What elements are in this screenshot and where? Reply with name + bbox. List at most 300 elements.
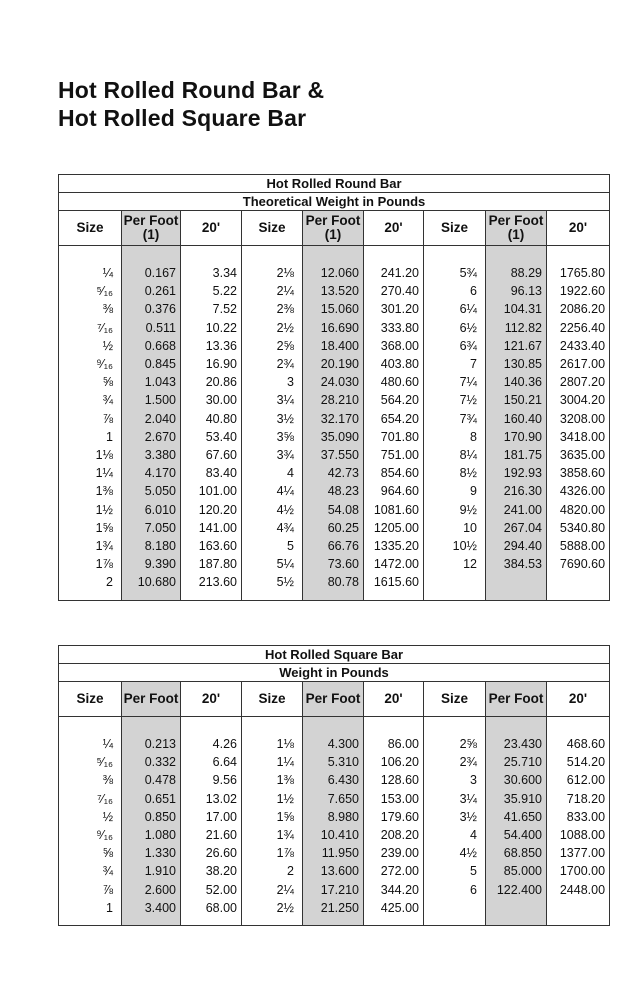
per-foot-cell: 0.478 (122, 771, 181, 789)
per-foot-cell: 20.190 (303, 355, 364, 373)
per-foot-cell: 41.650 (486, 808, 547, 826)
spacer-cell (424, 717, 486, 736)
column-header-per-foot: Per Foot (122, 682, 181, 717)
per-foot-cell: 1.080 (122, 826, 181, 844)
twenty-ft-cell: 26.60 (181, 844, 242, 862)
spacer-row (59, 717, 610, 736)
size-cell: 1 (59, 899, 122, 917)
size-cell: 4¼ (242, 482, 303, 500)
size-cell: 7¼ (424, 373, 486, 391)
per-foot-cell: 140.36 (486, 373, 547, 391)
twenty-ft-cell: 344.20 (364, 881, 424, 899)
size-cell: 8 (424, 428, 486, 446)
twenty-ft-cell: 272.00 (364, 862, 424, 880)
spacer-cell (59, 246, 122, 265)
twenty-ft-cell: 52.00 (181, 881, 242, 899)
size-cell: 3½ (424, 808, 486, 826)
spacer-cell (547, 717, 610, 736)
per-foot-cell: 4.170 (122, 464, 181, 482)
table-row (59, 446, 610, 464)
size-cell: 1 (59, 428, 122, 446)
twenty-ft-cell: 239.00 (364, 844, 424, 862)
column-header-twenty-ft: 20' (364, 682, 424, 717)
per-foot-cell: 130.85 (486, 355, 547, 373)
size-cell: 1⅜ (59, 482, 122, 500)
twenty-ft-cell: 854.60 (364, 464, 424, 482)
table-row (59, 790, 610, 808)
spacer-cell (59, 717, 122, 736)
spacer-cell (486, 717, 547, 736)
per-foot-cell: 3.400 (122, 899, 181, 917)
per-foot-cell: 18.400 (303, 337, 364, 355)
twenty-ft-cell: 53.40 (181, 428, 242, 446)
size-cell: ⁵⁄₁₆ (59, 282, 122, 300)
spacer-cell (242, 917, 303, 926)
twenty-ft-cell: 4326.00 (547, 482, 610, 500)
twenty-ft-cell: 187.80 (181, 555, 242, 573)
size-cell: 1⅝ (59, 519, 122, 537)
twenty-ft-cell: 4820.00 (547, 501, 610, 519)
size-cell: ⅝ (59, 844, 122, 862)
size-cell: 2 (59, 573, 122, 591)
per-foot-cell: 104.31 (486, 300, 547, 318)
twenty-ft-cell: 38.20 (181, 862, 242, 880)
twenty-ft-cell: 480.60 (364, 373, 424, 391)
table-row (59, 771, 610, 789)
spacer-cell (122, 717, 181, 736)
per-foot-cell: 28.210 (303, 391, 364, 409)
twenty-ft-cell: 30.00 (181, 391, 242, 409)
size-cell: 5 (242, 537, 303, 555)
size-cell: 2⅝ (424, 735, 486, 753)
spacer-cell (122, 917, 181, 926)
per-foot-cell: 23.430 (486, 735, 547, 753)
table-row (59, 410, 610, 428)
twenty-ft-cell: 13.02 (181, 790, 242, 808)
per-foot-cell: 8.180 (122, 537, 181, 555)
size-cell: 2 (242, 862, 303, 880)
per-foot-cell: 2.670 (122, 428, 181, 446)
twenty-ft-cell: 2433.40 (547, 337, 610, 355)
per-foot-cell: 80.78 (303, 573, 364, 591)
twenty-ft-cell: 1700.00 (547, 862, 610, 880)
per-foot-cell: 16.690 (303, 319, 364, 337)
column-header-size: Size (59, 682, 122, 717)
size-cell: ¾ (59, 862, 122, 880)
spacer-cell (303, 917, 364, 926)
table-row (59, 319, 610, 337)
per-foot-cell: 1.910 (122, 862, 181, 880)
per-foot-cell: 42.73 (303, 464, 364, 482)
twenty-ft-cell: 128.60 (364, 771, 424, 789)
per-foot-cell: 0.167 (122, 264, 181, 282)
per-foot-cell: 24.030 (303, 373, 364, 391)
size-cell: ¾ (59, 391, 122, 409)
table-row (59, 555, 610, 573)
per-foot-cell: 13.600 (303, 862, 364, 880)
size-cell: 2¼ (242, 282, 303, 300)
per-foot-cell (486, 573, 547, 591)
per-foot-cell: 54.08 (303, 501, 364, 519)
size-cell: ⅜ (59, 300, 122, 318)
size-cell: 1⅜ (242, 771, 303, 789)
size-cell: 1⅝ (242, 808, 303, 826)
twenty-ft-cell: 3635.00 (547, 446, 610, 464)
spacer-cell (364, 592, 424, 601)
table-row (59, 844, 610, 862)
column-header-per-foot: Per Foot (303, 682, 364, 717)
spacer-cell (181, 717, 242, 736)
table-row (59, 355, 610, 373)
per-foot-cell: 60.25 (303, 519, 364, 537)
size-cell: ⁵⁄₁₆ (59, 753, 122, 771)
twenty-ft-cell: 1081.60 (364, 501, 424, 519)
size-cell: 9 (424, 482, 486, 500)
twenty-ft-cell: 1335.20 (364, 537, 424, 555)
size-cell: 1⅛ (59, 446, 122, 464)
size-cell: 2½ (242, 319, 303, 337)
twenty-ft-cell: 270.40 (364, 282, 424, 300)
size-cell: 2⅛ (242, 264, 303, 282)
per-foot-cell: 0.332 (122, 753, 181, 771)
size-cell: 10½ (424, 537, 486, 555)
twenty-ft-cell: 120.20 (181, 501, 242, 519)
column-header-size: Size (424, 682, 486, 717)
column-header-twenty-ft: 20' (364, 211, 424, 246)
spacer-cell (242, 246, 303, 265)
per-foot-cell: 13.520 (303, 282, 364, 300)
twenty-ft-cell: 833.00 (547, 808, 610, 826)
per-foot-cell: 0.651 (122, 790, 181, 808)
spacer-cell (181, 917, 242, 926)
per-foot-cell: 170.90 (486, 428, 547, 446)
twenty-ft-cell: 3004.20 (547, 391, 610, 409)
twenty-ft-cell: 86.00 (364, 735, 424, 753)
size-cell: 4¾ (242, 519, 303, 537)
per-foot-cell: 267.04 (486, 519, 547, 537)
size-cell: 8½ (424, 464, 486, 482)
spacer-cell (122, 592, 181, 601)
spacer-cell (547, 246, 610, 265)
size-cell: 10 (424, 519, 486, 537)
table-caption: Hot Rolled Square Bar (59, 646, 610, 664)
spacer-cell (486, 592, 547, 601)
size-cell: 12 (424, 555, 486, 573)
size-cell: 3½ (242, 410, 303, 428)
size-cell: 4½ (424, 844, 486, 862)
twenty-ft-cell: 1205.00 (364, 519, 424, 537)
twenty-ft-cell: 3858.60 (547, 464, 610, 482)
spacer-cell (424, 917, 486, 926)
size-cell: ½ (59, 337, 122, 355)
per-foot-cell: 68.850 (486, 844, 547, 862)
twenty-ft-cell: 4.26 (181, 735, 242, 753)
spacer-cell (59, 917, 122, 926)
size-cell: 1¾ (242, 826, 303, 844)
column-header-twenty-ft: 20' (547, 211, 610, 246)
twenty-ft-cell: 13.36 (181, 337, 242, 355)
twenty-ft-cell: 1088.00 (547, 826, 610, 844)
spacer-cell (242, 592, 303, 601)
per-foot-cell: 25.710 (486, 753, 547, 771)
size-cell (424, 573, 486, 591)
twenty-ft-cell: 701.80 (364, 428, 424, 446)
twenty-ft-cell: 106.20 (364, 753, 424, 771)
twenty-ft-cell: 241.20 (364, 264, 424, 282)
per-foot-cell: 6.010 (122, 501, 181, 519)
per-foot-cell: 17.210 (303, 881, 364, 899)
per-foot-cell: 112.82 (486, 319, 547, 337)
per-foot-cell: 48.23 (303, 482, 364, 500)
size-cell: ⁷⁄₁₆ (59, 319, 122, 337)
size-cell: 1¼ (242, 753, 303, 771)
column-header-size: Size (242, 682, 303, 717)
per-foot-cell: 1.500 (122, 391, 181, 409)
spacer-row (59, 592, 610, 601)
twenty-ft-cell: 468.60 (547, 735, 610, 753)
twenty-ft-cell: 514.20 (547, 753, 610, 771)
per-foot-cell (486, 899, 547, 917)
size-cell: ⁷⁄₁₆ (59, 790, 122, 808)
twenty-ft-cell: 40.80 (181, 410, 242, 428)
twenty-ft-cell: 1615.60 (364, 573, 424, 591)
per-foot-cell: 2.600 (122, 881, 181, 899)
size-cell: 1⅞ (59, 555, 122, 573)
twenty-ft-cell: 751.00 (364, 446, 424, 464)
size-cell: 5 (424, 862, 486, 880)
size-cell: ⅞ (59, 881, 122, 899)
size-cell: 1½ (59, 501, 122, 519)
size-cell: 7 (424, 355, 486, 373)
table-row (59, 482, 610, 500)
twenty-ft-cell: 333.80 (364, 319, 424, 337)
per-foot-cell: 30.600 (486, 771, 547, 789)
twenty-ft-cell: 141.00 (181, 519, 242, 537)
per-foot-cell: 384.53 (486, 555, 547, 573)
per-foot-cell: 160.40 (486, 410, 547, 428)
page-title (58, 76, 324, 132)
table-row (59, 826, 610, 844)
twenty-ft-cell: 2086.20 (547, 300, 610, 318)
twenty-ft-cell: 718.20 (547, 790, 610, 808)
spacer-cell (181, 246, 242, 265)
spacer-cell (303, 717, 364, 736)
twenty-ft-cell: 2617.00 (547, 355, 610, 373)
per-foot-cell: 8.980 (303, 808, 364, 826)
per-foot-cell: 121.67 (486, 337, 547, 355)
twenty-ft-cell: 21.60 (181, 826, 242, 844)
size-cell: 6½ (424, 319, 486, 337)
per-foot-cell: 35.910 (486, 790, 547, 808)
per-foot-cell: 4.300 (303, 735, 364, 753)
size-cell: 2⅜ (242, 300, 303, 318)
spacer-cell (59, 592, 122, 601)
table-row (59, 300, 610, 318)
twenty-ft-cell: 7.52 (181, 300, 242, 318)
size-cell: 1¼ (59, 464, 122, 482)
twenty-ft-cell: 2256.40 (547, 319, 610, 337)
twenty-ft-cell: 101.00 (181, 482, 242, 500)
size-cell: 3 (242, 373, 303, 391)
twenty-ft-cell: 564.20 (364, 391, 424, 409)
size-cell: 6¾ (424, 337, 486, 355)
per-foot-cell: 11.950 (303, 844, 364, 862)
twenty-ft-cell: 7690.60 (547, 555, 610, 573)
twenty-ft-cell: 213.60 (181, 573, 242, 591)
twenty-ft-cell: 163.60 (181, 537, 242, 555)
table-row (59, 753, 610, 771)
size-cell: ⅜ (59, 771, 122, 789)
spacer-cell (303, 246, 364, 265)
size-cell: 3 (424, 771, 486, 789)
size-cell: ⁹⁄₁₆ (59, 826, 122, 844)
twenty-ft-cell: 425.00 (364, 899, 424, 917)
size-cell: 3¼ (424, 790, 486, 808)
twenty-ft-cell: 68.00 (181, 899, 242, 917)
size-cell: 3¾ (242, 446, 303, 464)
spacer-cell (364, 717, 424, 736)
per-foot-cell: 10.410 (303, 826, 364, 844)
per-foot-cell: 5.050 (122, 482, 181, 500)
column-header-twenty-ft: 20' (547, 682, 610, 717)
twenty-ft-cell: 1472.00 (364, 555, 424, 573)
per-foot-cell: 0.261 (122, 282, 181, 300)
table-row (59, 899, 610, 917)
spacer-cell (424, 592, 486, 601)
size-cell: ½ (59, 808, 122, 826)
size-cell: 5½ (242, 573, 303, 591)
per-foot-cell: 88.29 (486, 264, 547, 282)
per-foot-cell: 3.380 (122, 446, 181, 464)
size-cell: 1¾ (59, 537, 122, 555)
size-cell: 7½ (424, 391, 486, 409)
per-foot-cell: 10.680 (122, 573, 181, 591)
spacer-row (59, 917, 610, 926)
per-foot-cell: 1.330 (122, 844, 181, 862)
table-row (59, 573, 610, 591)
twenty-ft-cell: 1765.80 (547, 264, 610, 282)
size-cell: 2¾ (242, 355, 303, 373)
twenty-ft-cell: 5.22 (181, 282, 242, 300)
square-bar-table (58, 645, 609, 926)
table-row (59, 373, 610, 391)
per-foot-cell: 66.76 (303, 537, 364, 555)
twenty-ft-cell: 3.34 (181, 264, 242, 282)
page-title-line-2: Hot Rolled Square Bar (58, 105, 307, 131)
size-cell: 7¾ (424, 410, 486, 428)
per-foot-cell: 96.13 (486, 282, 547, 300)
spacer-cell (364, 917, 424, 926)
twenty-ft-cell (547, 573, 610, 591)
table-row (59, 735, 610, 753)
per-foot-cell: 181.75 (486, 446, 547, 464)
per-foot-cell: 1.043 (122, 373, 181, 391)
size-cell: 1⅛ (242, 735, 303, 753)
twenty-ft-cell: 10.22 (181, 319, 242, 337)
column-header-twenty-ft: 20' (181, 682, 242, 717)
size-cell: 6¼ (424, 300, 486, 318)
table-row (59, 337, 610, 355)
twenty-ft-cell: 612.00 (547, 771, 610, 789)
spacer-cell (547, 917, 610, 926)
twenty-ft-cell: 2807.20 (547, 373, 610, 391)
twenty-ft-cell: 964.60 (364, 482, 424, 500)
per-foot-cell: 5.310 (303, 753, 364, 771)
per-foot-cell: 0.668 (122, 337, 181, 355)
per-foot-cell: 12.060 (303, 264, 364, 282)
column-header-per-foot: Per Foot (1) (486, 211, 547, 246)
twenty-ft-cell: 179.60 (364, 808, 424, 826)
table-row (59, 537, 610, 555)
size-cell: 6 (424, 881, 486, 899)
table-row (59, 391, 610, 409)
twenty-ft-cell: 3418.00 (547, 428, 610, 446)
size-cell (424, 899, 486, 917)
twenty-ft-cell: 208.20 (364, 826, 424, 844)
table-row (59, 881, 610, 899)
size-cell: 8¼ (424, 446, 486, 464)
size-cell: 4½ (242, 501, 303, 519)
per-foot-cell: 21.250 (303, 899, 364, 917)
twenty-ft-cell: 16.90 (181, 355, 242, 373)
twenty-ft-cell: 301.20 (364, 300, 424, 318)
per-foot-cell: 85.000 (486, 862, 547, 880)
per-foot-cell: 32.170 (303, 410, 364, 428)
size-cell: ⅝ (59, 373, 122, 391)
size-cell: 3¼ (242, 391, 303, 409)
size-cell: 2¼ (242, 881, 303, 899)
per-foot-cell: 35.090 (303, 428, 364, 446)
table-row (59, 519, 610, 537)
twenty-ft-cell: 403.80 (364, 355, 424, 373)
per-foot-cell: 150.21 (486, 391, 547, 409)
per-foot-cell: 0.376 (122, 300, 181, 318)
per-foot-cell: 6.430 (303, 771, 364, 789)
table-row (59, 428, 610, 446)
twenty-ft-cell: 654.20 (364, 410, 424, 428)
twenty-ft-cell: 67.60 (181, 446, 242, 464)
column-header-per-foot: Per Foot (486, 682, 547, 717)
per-foot-cell: 54.400 (486, 826, 547, 844)
spacer-cell (303, 592, 364, 601)
column-header-size: Size (59, 211, 122, 246)
size-cell: 3⅝ (242, 428, 303, 446)
size-cell: 2½ (242, 899, 303, 917)
round-bar-table (58, 174, 609, 601)
per-foot-cell: 216.30 (486, 482, 547, 500)
twenty-ft-cell: 1377.00 (547, 844, 610, 862)
table-row (59, 282, 610, 300)
spacer-cell (181, 592, 242, 601)
table-row (59, 808, 610, 826)
table-row (59, 501, 610, 519)
per-foot-cell: 2.040 (122, 410, 181, 428)
column-header-size: Size (242, 211, 303, 246)
per-foot-cell: 0.213 (122, 735, 181, 753)
twenty-ft-cell (547, 899, 610, 917)
per-foot-cell: 9.390 (122, 555, 181, 573)
column-header-size: Size (424, 211, 486, 246)
table-subcaption: Theoretical Weight in Pounds (59, 193, 610, 211)
size-cell: 9½ (424, 501, 486, 519)
twenty-ft-cell: 5888.00 (547, 537, 610, 555)
twenty-ft-cell: 83.40 (181, 464, 242, 482)
table-row (59, 464, 610, 482)
twenty-ft-cell: 5340.80 (547, 519, 610, 537)
column-header-twenty-ft: 20' (181, 211, 242, 246)
twenty-ft-cell: 6.64 (181, 753, 242, 771)
spacer-row (59, 246, 610, 265)
